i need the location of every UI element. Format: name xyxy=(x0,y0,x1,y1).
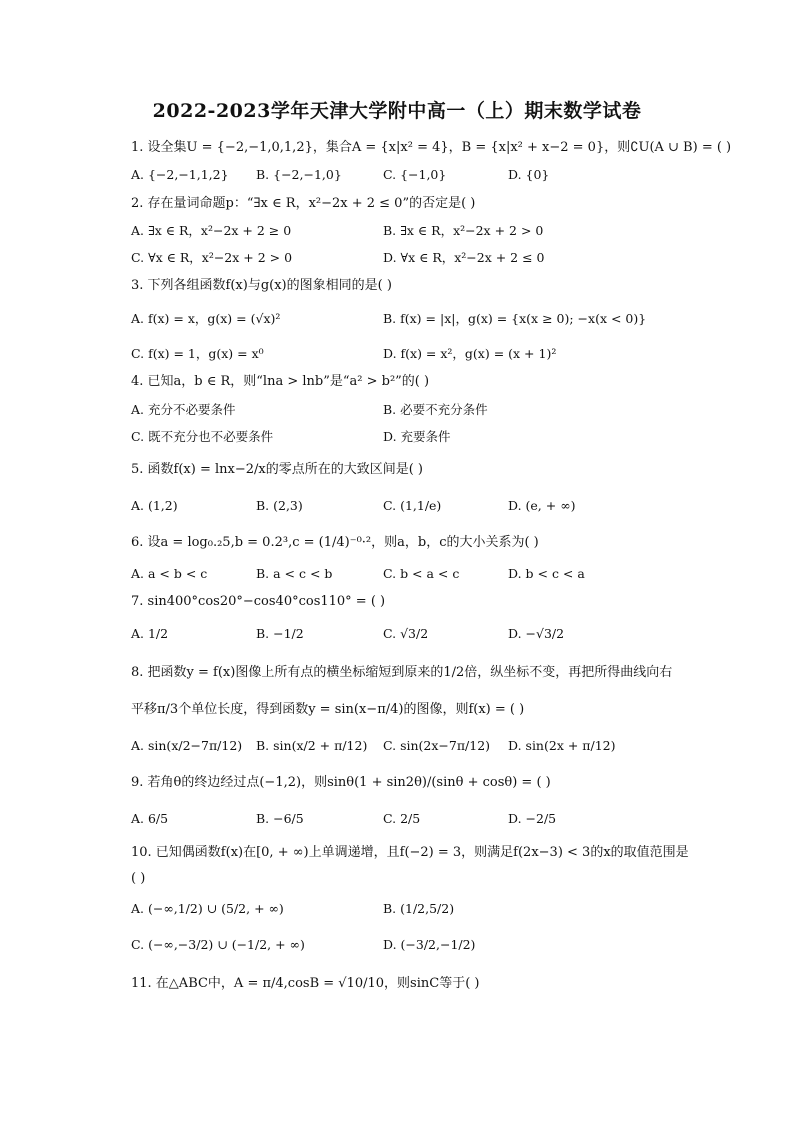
q10-option-a: A. (−∞,1/2) ∪ (5/2, + ∞) xyxy=(131,901,284,916)
q3-option-b: B. f(x) = |x|，g(x) = {x(x ≥ 0); −x(x < 0)} xyxy=(383,311,647,326)
q9-option-c: C. 2/5 xyxy=(383,811,421,826)
q1-option-c: C. {−1,0} xyxy=(383,167,447,182)
q3-option-d: D. f(x) = x²，g(x) = (x + 1)² xyxy=(383,346,557,361)
question-9: 9. 若角θ的终边经过点(−1,2)，则sinθ(1 + sin2θ)/(sinθ + cosθ) = ( ) xyxy=(131,775,551,790)
question-7: 7. sin400°cos20°−cos40°cos110° = ( ) xyxy=(131,594,386,609)
q4-option-a: A. 充分不必要条件 xyxy=(131,402,236,417)
q9-option-d: D. −2/5 xyxy=(508,811,557,826)
q4-option-d: D. 充要条件 xyxy=(383,429,451,444)
q7-option-b: B. −1/2 xyxy=(256,626,304,641)
q7-option-d: D. −√3/2 xyxy=(508,626,565,641)
q7-option-c: C. √3/2 xyxy=(383,626,429,641)
q2-option-c: C. ∀x ∈ R，x²−2x + 2 > 0 xyxy=(131,250,293,265)
question-2: 2. 存在量词命题p：“∃x ∈ R，x²−2x + 2 ≤ 0”的否定是( ) xyxy=(131,196,476,211)
question-11: 11. 在△ABC中，A = π/4,cosB = √10/10，则sinC等于( ) xyxy=(131,976,480,991)
q5-option-d: D. (e, + ∞) xyxy=(508,498,576,513)
q4-option-b: B. 必要不充分条件 xyxy=(383,402,488,417)
question-10: 10. 已知偶函数f(x)在[0, + ∞)上单调递增，且f(−2) = 3，则满足f(2x−3) < 3的x的取值范围是 xyxy=(131,845,689,860)
q10-option-b: B. (1/2,5/2) xyxy=(383,901,455,916)
q9-option-a: A. 6/5 xyxy=(131,811,169,826)
question-5: 5. 函数f(x) = lnx−2/x的零点所在的大致区间是( ) xyxy=(131,462,423,477)
q7-option-a: A. 1/2 xyxy=(131,626,169,641)
q10-option-c: C. (−∞,−3/2) ∪ (−1/2, + ∞) xyxy=(131,937,305,952)
q3-option-a: A. f(x) = x，g(x) = (√x)² xyxy=(131,311,281,326)
page-title: 2022-2023学年天津大学附中高一（上）期末数学试卷 xyxy=(152,100,642,122)
question-1: 1. 设全集U = {−2,−1,0,1,2}，集合A = {x|x² = 4}，B = {x|x² + x−2 = 0}，则∁U(A ∪ B) = ( ) xyxy=(131,140,732,155)
q3-option-c: C. f(x) = 1，g(x) = x⁰ xyxy=(131,346,264,361)
question-4: 4. 已知a，b ∈ R，则“lna > lnb”是“a² > b²”的( ) xyxy=(131,374,430,389)
q8-option-b: B. sin(x/2 + π/12) xyxy=(256,738,368,753)
q6-option-c: C. b < a < c xyxy=(383,566,460,581)
q10-option-d: D. (−3/2,−1/2) xyxy=(383,937,476,952)
q4-option-c: C. 既不充分也不必要条件 xyxy=(131,429,274,444)
q6-option-b: B. a < c < b xyxy=(256,566,333,581)
q2-option-a: A. ∃x ∈ R，x²−2x + 2 ≥ 0 xyxy=(131,223,292,238)
q8-option-a: A. sin(x/2−7π/12) xyxy=(131,738,243,753)
question-6: 6. 设a = log₀.₂5,b = 0.2³,c = (1/4)⁻⁰·²，则a，b，c的大小关系为( ) xyxy=(131,535,539,550)
q1-option-d: D. {0} xyxy=(508,167,550,182)
q8-option-c: C. sin(2x−7π/12) xyxy=(383,738,491,753)
q5-option-c: C. (1,1/e) xyxy=(383,498,442,513)
q5-option-a: A. (1,2) xyxy=(131,498,178,513)
q2-option-b: B. ∃x ∈ R，x²−2x + 2 > 0 xyxy=(383,223,544,238)
question-8-continued: 平移π/3个单位长度，得到函数y = sin(x−π/4)的图像，则f(x) = ( ) xyxy=(131,702,525,717)
q8-option-d: D. sin(2x + π/12) xyxy=(508,738,616,753)
question-3: 3. 下列各组函数f(x)与g(x)的图象相同的是( ) xyxy=(131,278,392,293)
question-8: 8. 把函数y = f(x)图像上所有点的横坐标缩短到原来的1/2倍，纵坐标不变，再把所得曲线向右 xyxy=(131,665,673,680)
q6-option-d: D. b < c < a xyxy=(508,566,585,581)
q9-option-b: B. −6/5 xyxy=(256,811,304,826)
q2-option-d: D. ∀x ∈ R，x²−2x + 2 ≤ 0 xyxy=(383,250,545,265)
question-10-continued: ( ) xyxy=(131,871,146,886)
q6-option-a: A. a < b < c xyxy=(131,566,208,581)
q1-option-b: B. {−2,−1,0} xyxy=(256,167,342,182)
q5-option-b: B. (2,3) xyxy=(256,498,303,513)
q1-option-a: A. {−2,−1,1,2} xyxy=(131,167,229,182)
